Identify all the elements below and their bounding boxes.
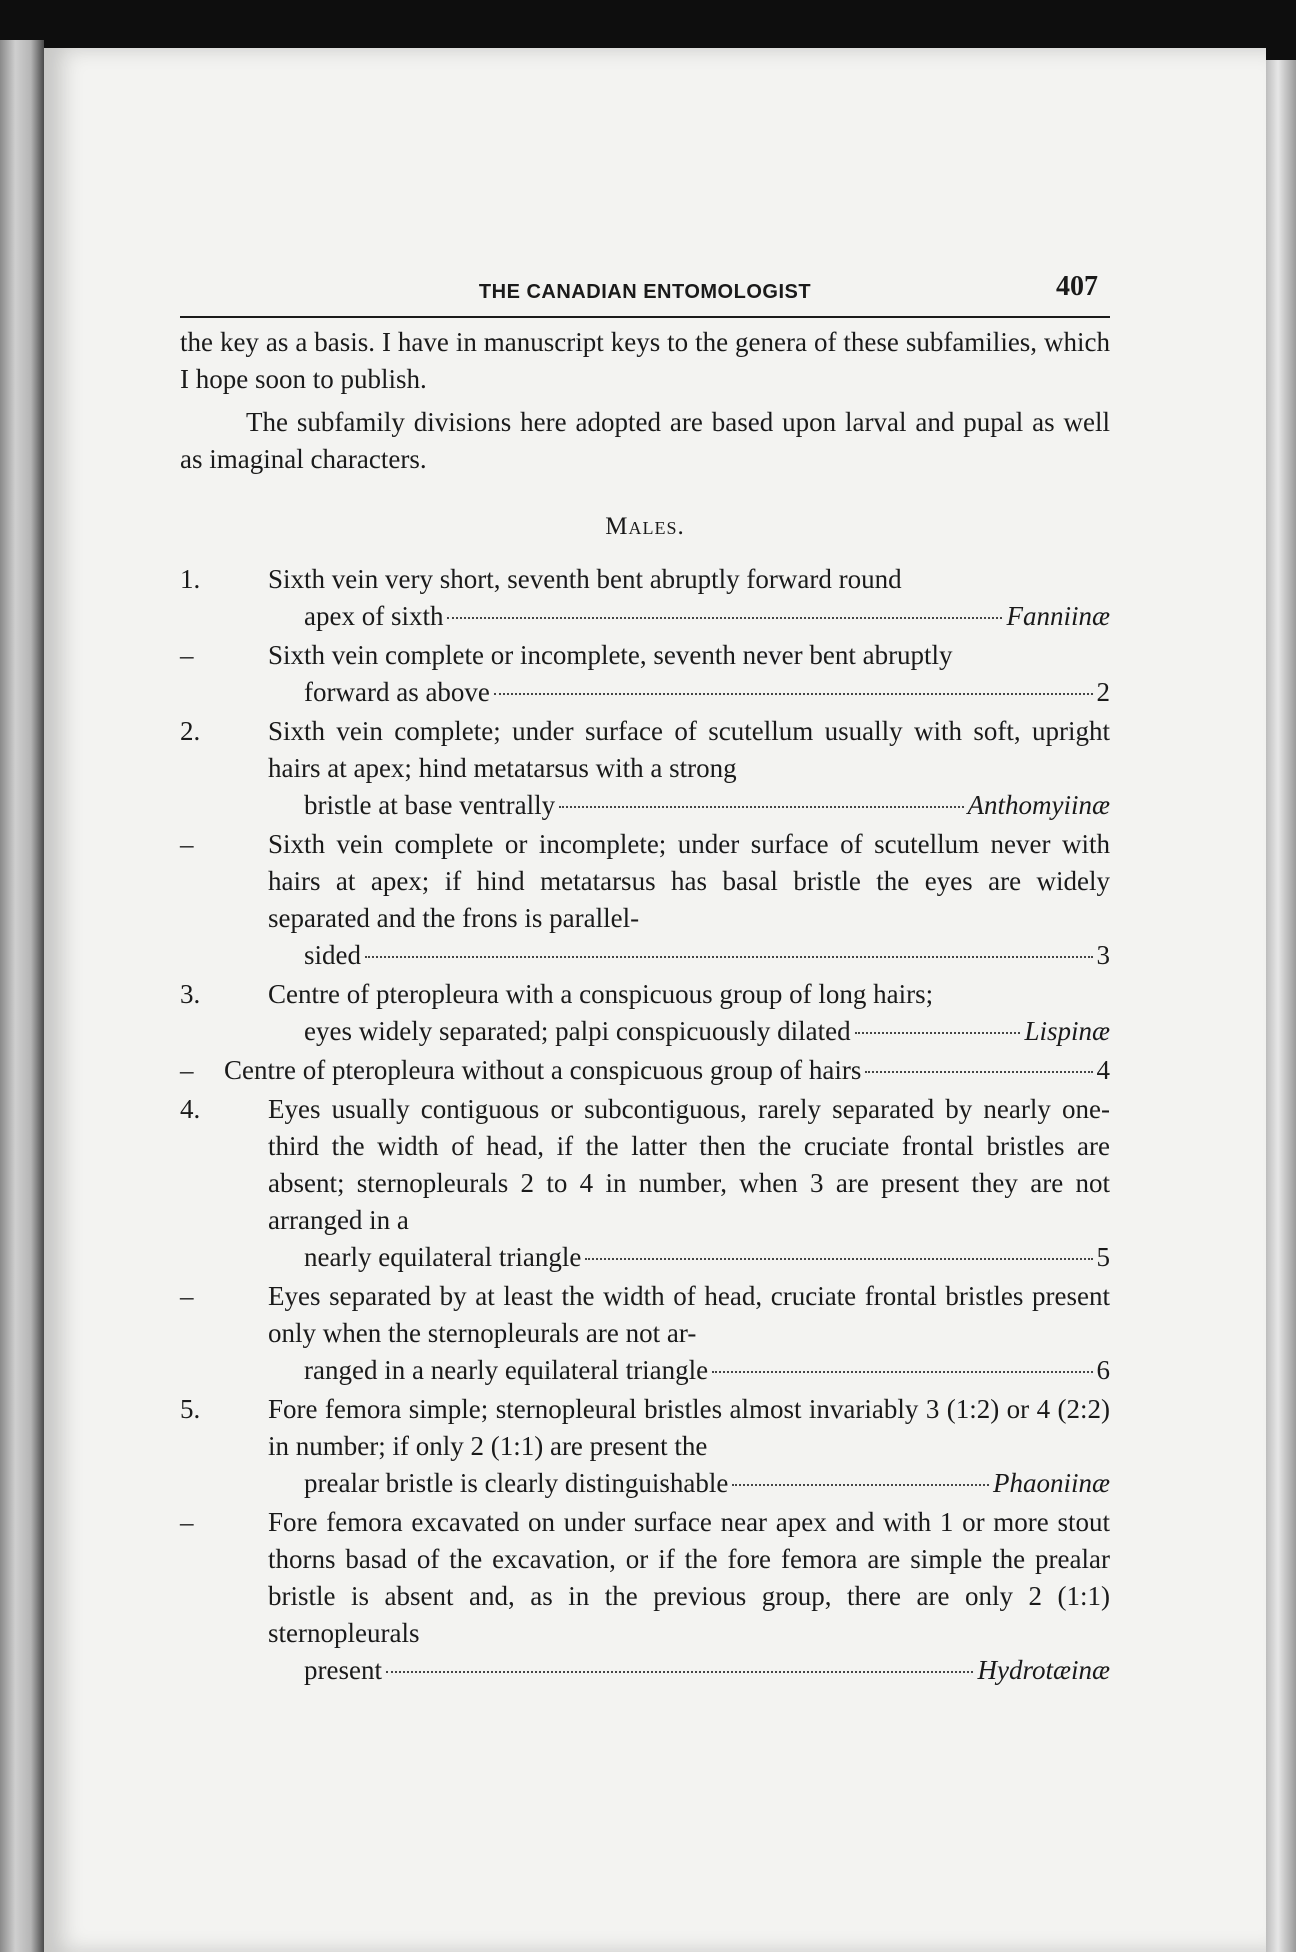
key-lead-line [268, 1465, 1110, 1502]
leader-dots [585, 1258, 1092, 1260]
page-number: 407 [1056, 271, 1098, 302]
key-lead-line [268, 787, 1110, 824]
key-lead-line [180, 1052, 1110, 1089]
leader-dots [712, 1371, 1092, 1373]
key-target: 5 [1096, 1242, 1110, 1272]
key-lead-text: prealar bristle is clearly distinguishable [304, 1468, 729, 1498]
key-entry-text [268, 1504, 1110, 1689]
key-lead-text: nearly equilateral triangle [304, 1242, 582, 1272]
key-entry [180, 713, 1110, 824]
page-content [180, 268, 1110, 1691]
book-left-edge [0, 40, 44, 1952]
key-entry [180, 561, 1110, 635]
key-entry-text [268, 1391, 1110, 1502]
key-couplet-text: Sixth vein complete or incomplete, seventh never bent abruptly [268, 640, 953, 670]
key-entry [180, 637, 1110, 711]
key-couplet-text: Centre of pteropleura with a conspicuous group of long hairs; [268, 979, 934, 1009]
key-lead-line [268, 674, 1110, 711]
intro-paragraph: The subfamily divisions here adopted are based upon larval and pupal as well as imaginal characters. [180, 407, 1110, 474]
key-couplet-text: Fore femora excavated on under surface near apex and with 1 or more stout thorns basad of the excavation, or if the fore femora are simple the prealar bristle is absent and, as in the previous group, there are only 2 (1:1) sternopleurals [268, 1507, 1110, 1648]
leader-dots [865, 1071, 1092, 1073]
key-lead-text: present [304, 1655, 382, 1685]
key-target: Hydrotæinæ [977, 1655, 1110, 1685]
key-entry-text [268, 1091, 1110, 1276]
key-entry [180, 1278, 1110, 1389]
key-entry-text [268, 637, 1110, 711]
key-marker: – [180, 640, 194, 670]
leader-dots [386, 1671, 974, 1673]
key-marker: – [180, 1055, 194, 1085]
key-target: Phaoniinæ [992, 1468, 1110, 1498]
book-right-edge [1266, 60, 1296, 1952]
key-couplet-text: Eyes separated by at least the width of head, cruciate frontal bristles present only when the sternopleurals are not ar- [268, 1281, 1110, 1348]
leader-dots [447, 617, 1002, 619]
key-couplet-text: Sixth vein very short, seventh bent abruptly forward round [268, 564, 902, 594]
key-lead-text: ranged in a nearly equilateral triangle [304, 1355, 709, 1385]
key-target: 6 [1096, 1355, 1110, 1385]
key-entry [180, 1504, 1110, 1689]
key-lead-line [268, 1013, 1110, 1050]
key-list [180, 561, 1110, 1689]
leader-dots [732, 1484, 989, 1486]
leader-dots [365, 956, 1093, 958]
key-marker: – [180, 1507, 194, 1537]
header-rule [180, 316, 1110, 318]
key-lead-text: eyes widely separated; palpi conspicuously dilated [304, 1016, 851, 1046]
key-entry-text [268, 561, 1110, 635]
key-couplet-text: Sixth vein complete; under surface of scutellum usually with soft, upright hairs at apex; hind metatarsus with a strong [268, 716, 1110, 783]
running-head [180, 268, 1110, 312]
key-entry [180, 1091, 1110, 1276]
key-couplet-text: Eyes usually contiguous or subcontiguous, rarely separated by nearly one-third the width of head, if the latter then the cruciate frontal bristles are absent; sternopleurals 2 to 4 in number, when 3 are present they are not arranged in a [268, 1094, 1110, 1235]
key-entry [180, 976, 1110, 1050]
key-target: Anthomyiinæ [967, 790, 1110, 820]
key-target: Lispinæ [1024, 1016, 1110, 1046]
key-entry [180, 1052, 1110, 1089]
key-lead-line [268, 1239, 1110, 1276]
key-lead-line [268, 937, 1110, 974]
leader-dots [559, 806, 963, 808]
key-entry-text [268, 976, 1110, 1050]
leader-dots [494, 693, 1093, 695]
key-lead-text: apex of sixth [304, 601, 444, 631]
key-marker: 5. [180, 1394, 201, 1424]
key-couplet-text: Sixth vein complete or incomplete; under surface of scutellum never with hairs at apex; if hind metatarsus has basal bristle the eyes are widely separated and the frons is parallel- [268, 829, 1110, 933]
key-marker: 1. [180, 564, 201, 594]
intro-paragraph: the key as a basis. I have in manuscript keys to the genera of these subfamilies, which I hope soon to publish. [180, 327, 1110, 394]
key-lead-line [268, 1352, 1110, 1389]
key-couplet-text: Fore femora simple; sternopleural bristles almost invariably 3 (1:2) or 4 (2:2) in number; if only 2 (1:1) are present the [268, 1394, 1110, 1461]
key-target: 2 [1096, 677, 1110, 707]
key-target: Fanniinæ [1006, 601, 1110, 631]
key-marker: – [180, 829, 194, 859]
key-lead-text: sided [304, 940, 361, 970]
key-lead-text: bristle at base ventrally [304, 790, 556, 820]
key-entry [180, 1391, 1110, 1502]
journal-title: THE CANADIAN ENTOMOLOGIST [478, 281, 812, 303]
key-lead-text: Centre of pteropleura without a conspicuous group of hairs [224, 1055, 862, 1085]
key-target: 4 [1096, 1055, 1110, 1085]
key-entry-text [268, 1278, 1110, 1389]
key-lead-line [268, 598, 1110, 635]
key-marker: 4. [180, 1094, 201, 1124]
key-entry-text [268, 713, 1110, 824]
key-lead-text: forward as above [304, 677, 490, 707]
key-marker: – [180, 1281, 194, 1311]
section-title: Males. [605, 513, 685, 540]
key-entry [180, 826, 1110, 974]
leader-dots [855, 1032, 1021, 1034]
key-target: 3 [1096, 940, 1110, 970]
key-entry-text [268, 826, 1110, 974]
key-lead-line [268, 1652, 1110, 1689]
key-marker: 3. [180, 979, 201, 1009]
key-marker: 2. [180, 716, 201, 746]
key-entry-text [180, 1052, 1110, 1089]
